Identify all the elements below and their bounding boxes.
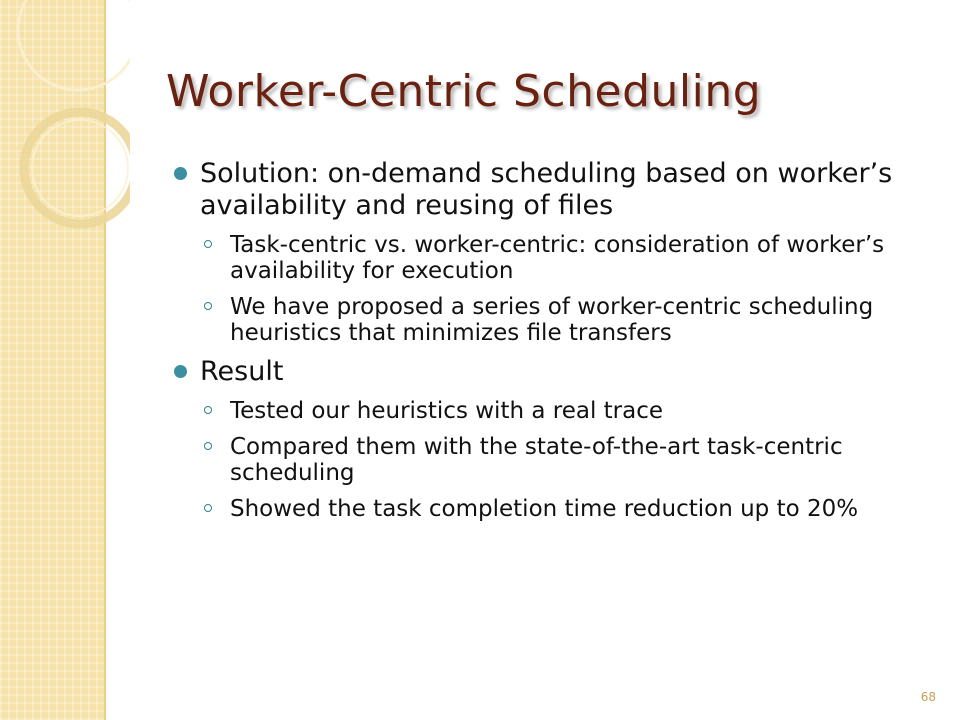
- sub-bullet: [176, 398, 931, 424]
- sub-bullet-text: Task-centric vs. worker-centric: consideration of worker’s availability for execution: [230, 232, 885, 284]
- slide-body: [176, 158, 931, 532]
- sub-bullet-ring-icon: [204, 302, 212, 310]
- bullet-text: Solution: on-demand scheduling based on worker’s availability and reusing of files: [200, 158, 893, 221]
- sub-bullet: [176, 496, 931, 522]
- sub-bullet-ring-icon: [204, 442, 212, 450]
- sub-bullet-text: Showed the task completion time reduction up to 20%: [230, 496, 859, 522]
- bullet-result: [176, 356, 931, 388]
- sub-bullet-text: We have proposed a series of worker-centric scheduling heuristics that minimizes file transfers: [230, 294, 874, 346]
- bullet-solution: [176, 158, 931, 222]
- sub-bullet-text: Tested our heuristics with a real trace: [230, 398, 664, 424]
- sub-bullet: [176, 434, 931, 486]
- bullet-dot-icon: [174, 167, 187, 180]
- decorative-side-panel: [0, 0, 106, 720]
- decorative-circles-icon: [0, 0, 130, 260]
- sub-bullet-ring-icon: [204, 406, 212, 414]
- bullet-text: Result: [200, 356, 284, 387]
- sub-bullet-text: Compared them with the state-of-the-art task-centric scheduling: [230, 434, 843, 486]
- page-number: 68: [920, 690, 936, 704]
- slide-title: Worker-Centric Scheduling: [166, 66, 762, 117]
- bullet-dot-icon: [174, 365, 187, 378]
- sub-bullet: [176, 294, 931, 346]
- sub-bullet-ring-icon: [204, 504, 212, 512]
- sub-bullet: [176, 232, 931, 284]
- sub-bullet-ring-icon: [204, 240, 212, 248]
